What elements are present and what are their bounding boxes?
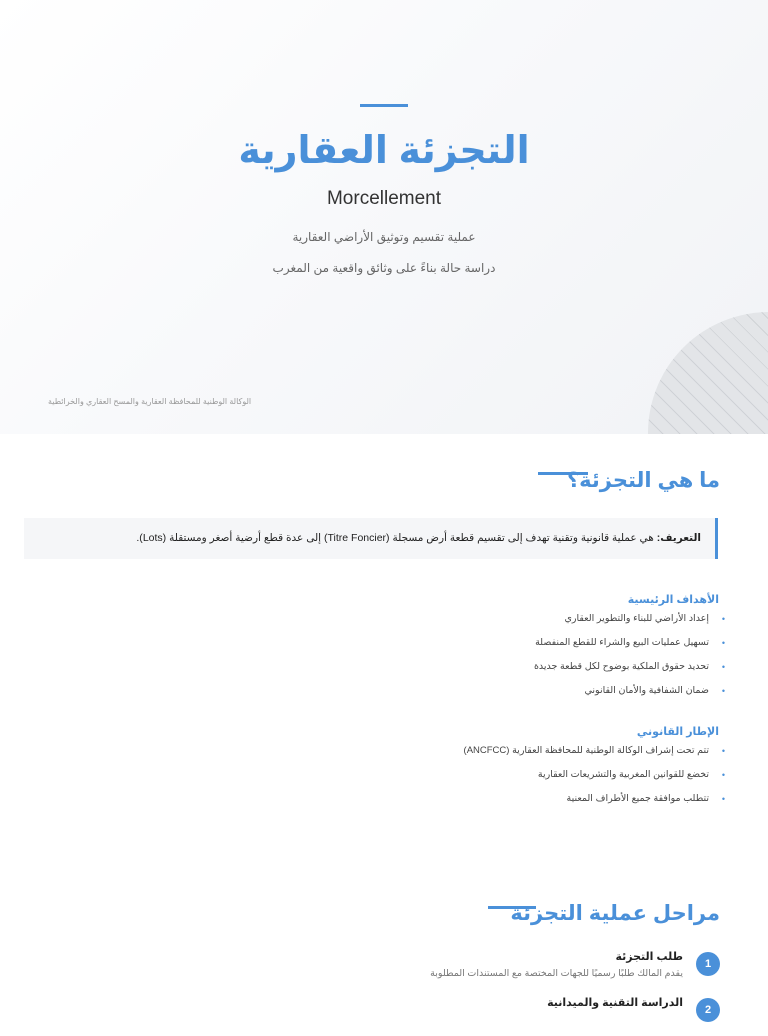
definition-label: التعريف: (656, 532, 701, 544)
step-number-badge: 1 (696, 952, 720, 976)
list-item: • تسهيل عمليات البيع والشراء للقطع المنفصلة (535, 637, 725, 648)
bullet-icon: • (721, 794, 725, 804)
bullet-icon: • (721, 746, 725, 756)
hero-title: التجزئة العقارية (238, 130, 530, 172)
step-item (48, 996, 720, 1036)
bullet-icon: • (721, 614, 725, 624)
objectives-heading: الأهداف الرئيسية (627, 594, 719, 606)
list-item: • تتطلب موافقة جميع الأطراف المعنية (566, 793, 725, 804)
list-item: • تتم تحت إشراف الوكالة الوطنية للمحافظة العقارية (ANCFCC) (463, 745, 725, 756)
list-item: • إعداد الأراضي للبناء والتطوير العقاري (564, 613, 725, 624)
hero-case-study: دراسة حالة بناءً على وثائق واقعية من المغرب (272, 261, 496, 275)
step-description: يقدم المالك طلبًا رسميًا للجهات المختصة مع المستندات المطلوبة (430, 968, 683, 979)
step-title: الدراسة التقنية والميدانية (547, 997, 683, 1009)
legal-list (463, 745, 725, 817)
section-title-what-is: ما هي التجزئة؟ (566, 469, 720, 492)
hero-accent-line (360, 104, 408, 107)
step-item (48, 950, 720, 990)
bullet-icon: • (721, 686, 725, 696)
definition-box (24, 518, 718, 559)
list-item: • تحديد حقوق الملكية بوضوح لكل قطعة جديدة (533, 661, 725, 672)
step-title: طلب التجزئة (615, 951, 683, 963)
list-item: • تخضع للقوانين المغربية والتشريعات العقارية (537, 769, 725, 780)
definition-body: هي عملية قانونية وتقنية تهدف إلى تقسيم قطعة أرض مسجلة (Titre Foncier) إلى عدة قطع أرضية أصغر ومستقلة (Lots). (136, 532, 657, 544)
legal-heading: الإطار القانوني (636, 726, 719, 738)
objectives-list (533, 613, 725, 709)
bullet-icon: • (721, 770, 725, 780)
definition-text (136, 532, 701, 544)
step-number-badge: 2 (696, 998, 720, 1022)
hero-description: عملية تقسيم وتوثيق الأراضي العقارية (292, 230, 476, 244)
decorative-circle (648, 312, 768, 434)
bullet-icon: • (721, 662, 725, 672)
hero-subtitle: Morcellement (326, 188, 442, 209)
section-title-stages: مراحل عملية التجزئة (510, 902, 720, 925)
bullet-icon: • (721, 638, 725, 648)
list-item: • ضمان الشفافية والأمان القانوني (584, 685, 725, 696)
hero-section (0, 0, 768, 434)
hero-footer-agency: الوكالة الوطنية للمحافظة العقارية والمسح العقاري والخرائطية (48, 397, 252, 406)
